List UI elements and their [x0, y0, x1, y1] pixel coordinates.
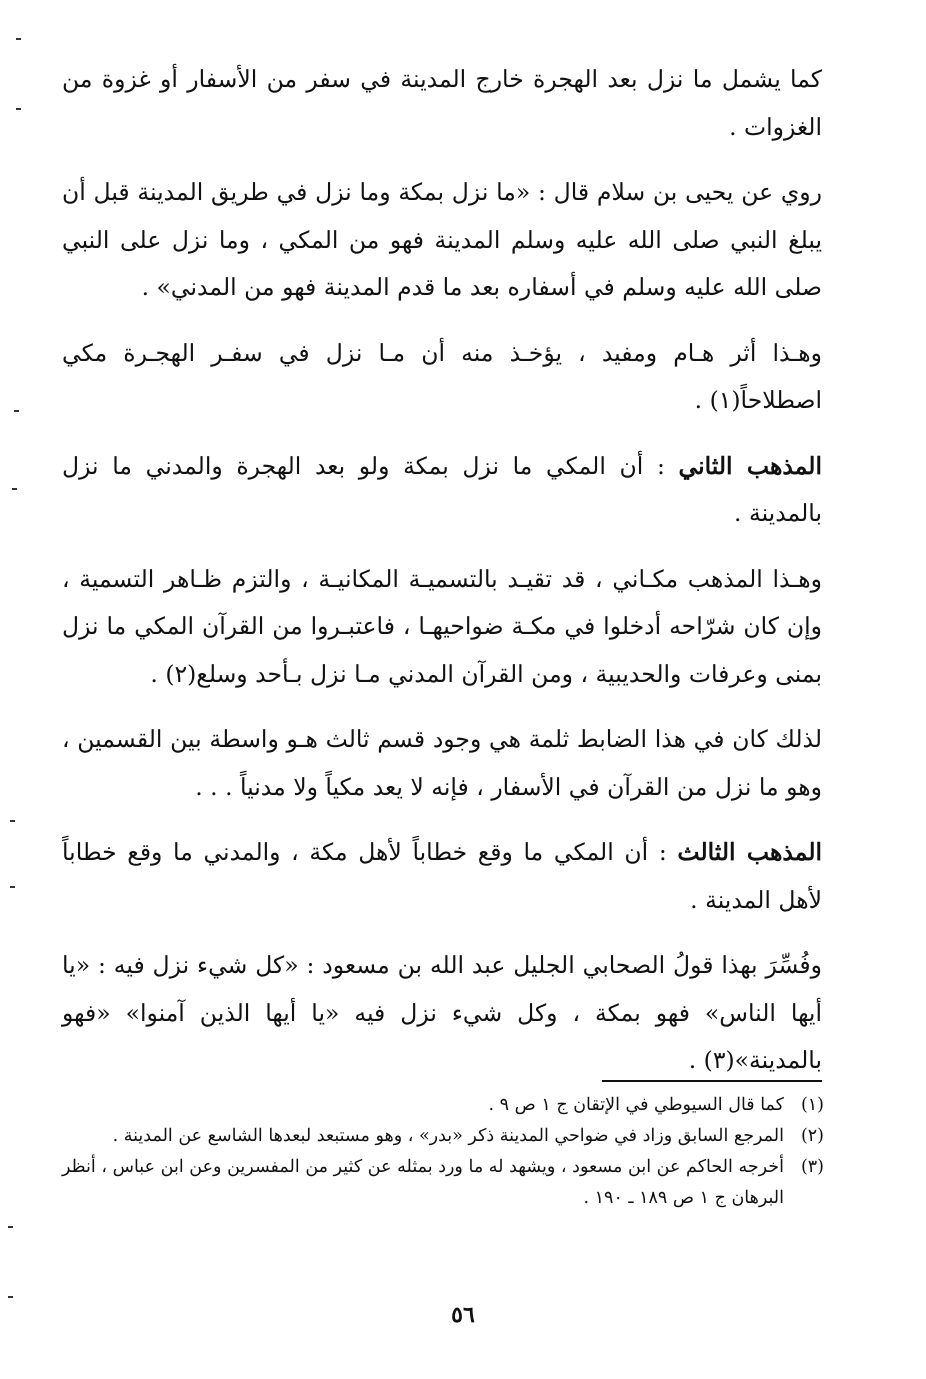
paragraph-text: كما يشمل ما نزل بعد الهجرة خارج المدينة في سفر من الأسفار أو غزوة من الغزوات . — [62, 65, 822, 141]
scan-mark — [8, 1226, 13, 1228]
footnote-text: أخرجه الحاكم عن ابن مسعود ، ويشهد له ما ورد بمثله عن كثير من المفسرين وعن ابن عباس ، أنظر البرهان ج ١ ص ١٨٩ ـ ١٩٠ . — [62, 1157, 784, 1208]
paragraph-text: : أن المكي ما وقع خطاباً لأهل مكة ، والمدني ما وقع خطاباً لأهل المدينة . — [62, 838, 822, 914]
paragraph-4 — [62, 443, 822, 538]
paragraph-8 — [62, 942, 822, 1085]
footnote-number: (٣) — [800, 1157, 824, 1177]
scan-mark — [10, 820, 15, 822]
scan-mark — [14, 410, 19, 412]
footnote-number: (٢) — [800, 1126, 824, 1146]
section-heading: المذهب الثاني — [678, 451, 822, 480]
paragraph-7 — [62, 829, 822, 924]
scan-mark — [8, 1296, 13, 1298]
footnote-divider — [602, 1080, 822, 1082]
footnote-text: كما قال السيوطي في الإتقان ج ١ ص ٩ . — [488, 1095, 784, 1115]
paragraph-text: وفُسِّرَ بهذا قولُ الصحابي الجليل عبد الله بن مسعود : «كل شيء نزل فيه : «يا أيها الناس» فهو بمكة ، وكل شيء نزل فيه «يا أيها الذين آمنوا» «فهو بالمدينة»(٣) . — [62, 951, 822, 1074]
paragraph-1 — [62, 56, 822, 151]
paragraph-text: وهـذا المذهب مكـاني ، قد تقيـد بالتسميـة المكانيـة ، والتزم ظـاهر التسمية ، وإن كان شرّاحه أدخلوا في مكـة ضواحيهـا ، فاعتبـروا من القرآن المكي ما نزل بمنى وعرفات والحديبية ، ومن القرآن المدني مـا نزل بـأحد وسلع(٢) . — [62, 564, 822, 688]
paragraph-2 — [62, 169, 822, 312]
paragraph-6 — [62, 716, 822, 811]
section-heading: المذهب الثالث — [677, 838, 823, 866]
scan-mark — [10, 886, 15, 888]
paragraph-text: وهـذا أثر هـام ومفيد ، يؤخـذ منه أن مـا نزل في سفـر الهجـرة مكي اصطلاحاً(١) . — [62, 338, 822, 414]
paragraph-text: روي عن يحيى بن سلام قال : «ما نزل بمكة وما نزل في طريق المدينة قبل أن يبلغ النبي صلى الله عليه وسلم المدينة فهو من المكي ، وما نزل على النبي صلى الله عليه وسلم في أسفاره بعد ما قدم المدينة فهو من المدني» . — [62, 178, 822, 301]
scan-mark — [12, 488, 17, 490]
footnote-2 — [62, 1121, 824, 1152]
paragraph-3 — [62, 330, 822, 425]
page-body — [62, 56, 822, 1103]
paragraph-text: لذلك كان في هذا الضابط ثلمة هي وجود قسم ثالث هـو واسطة بين القسمين ، وهو ما نزل من القرآن في الأسفار ، فإنه لا يعد مكياً ولا مدنياً . . . — [62, 725, 822, 801]
footnote-number: (١) — [800, 1095, 824, 1115]
footnote-3 — [62, 1152, 824, 1214]
scan-mark — [16, 108, 21, 110]
footnote-1 — [62, 1090, 824, 1121]
paragraph-text: : أن المكي ما نزل بمكة ولو بعد الهجرة والمدني ما نزل بالمدينة . — [62, 451, 822, 527]
page-number: ٥٦ — [451, 1302, 475, 1328]
footnote-text: المرجع السابق وزاد في ضواحي المدينة ذكر «بدر» ، وهو مستبعد لبعدها الشاسع عن المدينة . — [112, 1126, 784, 1146]
footnotes — [62, 1090, 824, 1214]
scan-mark — [16, 38, 21, 40]
paragraph-5 — [62, 556, 822, 699]
